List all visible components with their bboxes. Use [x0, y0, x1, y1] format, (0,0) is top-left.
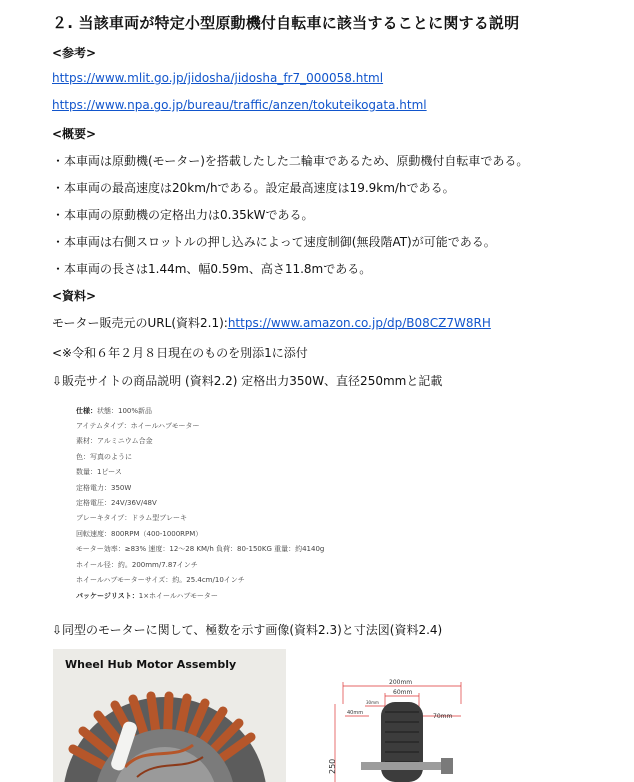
wheel-hub-motor-photo: [53, 649, 286, 782]
spec-line: ホイール径：約。200mm/7.87インチ: [76, 561, 198, 569]
spec-line: 定格電力：350W: [76, 484, 132, 492]
overview-item: ・本車両の原動機の定格出力は0.35kWである。: [52, 208, 314, 222]
spec-line: 色：写真のように: [76, 453, 132, 461]
overview-item: ・本車両は右側スロットルの押し込みによって速度制御(無段階AT)が可能である。: [52, 235, 496, 249]
npa-link[interactable]: https://www.npa.go.jp/bureau/traffic/anzen/tokuteikogata.html: [52, 98, 427, 112]
overview-heading: <概要>: [52, 127, 97, 141]
seller-url-line: [52, 314, 491, 331]
dim-height: 250: [328, 758, 337, 774]
spec-label: 仕様：: [76, 407, 97, 415]
seller-url-link[interactable]: https://www.amazon.co.jp/dp/B08CZ7W8RH: [227, 316, 491, 330]
photo-title: Wheel Hub Motor Assembly: [65, 658, 237, 671]
spec-line: ブレーキタイプ：ドラム型ブレーキ: [76, 514, 187, 522]
dim-width-total: 200mm: [389, 679, 413, 686]
dim-width-inner: 60mm: [393, 689, 413, 696]
overview-item: ・本車両は原動機(モーター)を搭載したした二輪車であるため、原動機付自転車である。: [52, 154, 529, 168]
motor-dimension-diagram: [325, 676, 475, 782]
spec-value: 1×ホイールハブモーター: [138, 592, 218, 600]
overview-item: ・本車両の長さは1.44m、幅0.59m、高さ11.8mである。: [52, 262, 372, 276]
attachment-note: <※令和６年２月８日現在のものを別添1に添付: [52, 346, 308, 360]
dim-left-small: 30mm: [366, 700, 379, 705]
spec-line: 素材：アルミニウム合金: [76, 437, 153, 445]
product-description-caption: ⇩販売サイトの商品説明 (資料2.2) 定格出力350W、直径250mmと記載: [52, 374, 443, 388]
reference-heading: <参考>: [52, 46, 97, 60]
spec-value: 状態：100%新品: [97, 407, 153, 415]
motor-description-caption: ⇩同型のモーターに関して、極数を示す画像(資料2.3)と寸法図(資料2.4): [52, 623, 443, 637]
spec-label: パッケージリスト：: [76, 592, 139, 600]
spec-line: 定格電圧：24V/36V/48V: [76, 499, 157, 507]
spec-line: アイテムタイプ：ホイールハブモーター: [76, 422, 200, 430]
spec-line: 回転速度：800RPM（400-1000RPM）: [76, 530, 203, 538]
dim-left: 40mm: [347, 710, 364, 716]
spec-line: 数量：1ピース: [76, 468, 122, 476]
spec-line: [76, 591, 218, 601]
section-title: ２. 当該車両が特定小型原動機付自転車に該当することに関する説明: [52, 14, 520, 32]
overview-item: ・本車両の最高速度は20km/hである。設定最高速度は19.9km/hである。: [52, 181, 455, 195]
spec-line: ホイールハブモーターサイズ：約。25.4cm/10インチ: [76, 576, 245, 584]
mlit-link[interactable]: https://www.mlit.go.jp/jidosha/jidosha_fr7_000058.html: [52, 71, 384, 85]
spec-line: モーター効率：≥83% 速度：12〜28 KM/h 負荷：80-150KG 重量：約4140g: [76, 545, 325, 553]
materials-heading: <資料>: [52, 289, 97, 303]
seller-url-prefix: モーター販売元のURL(資料2.1):: [52, 316, 228, 330]
dim-right: 70mm: [433, 713, 453, 720]
spec-line: [76, 406, 152, 416]
